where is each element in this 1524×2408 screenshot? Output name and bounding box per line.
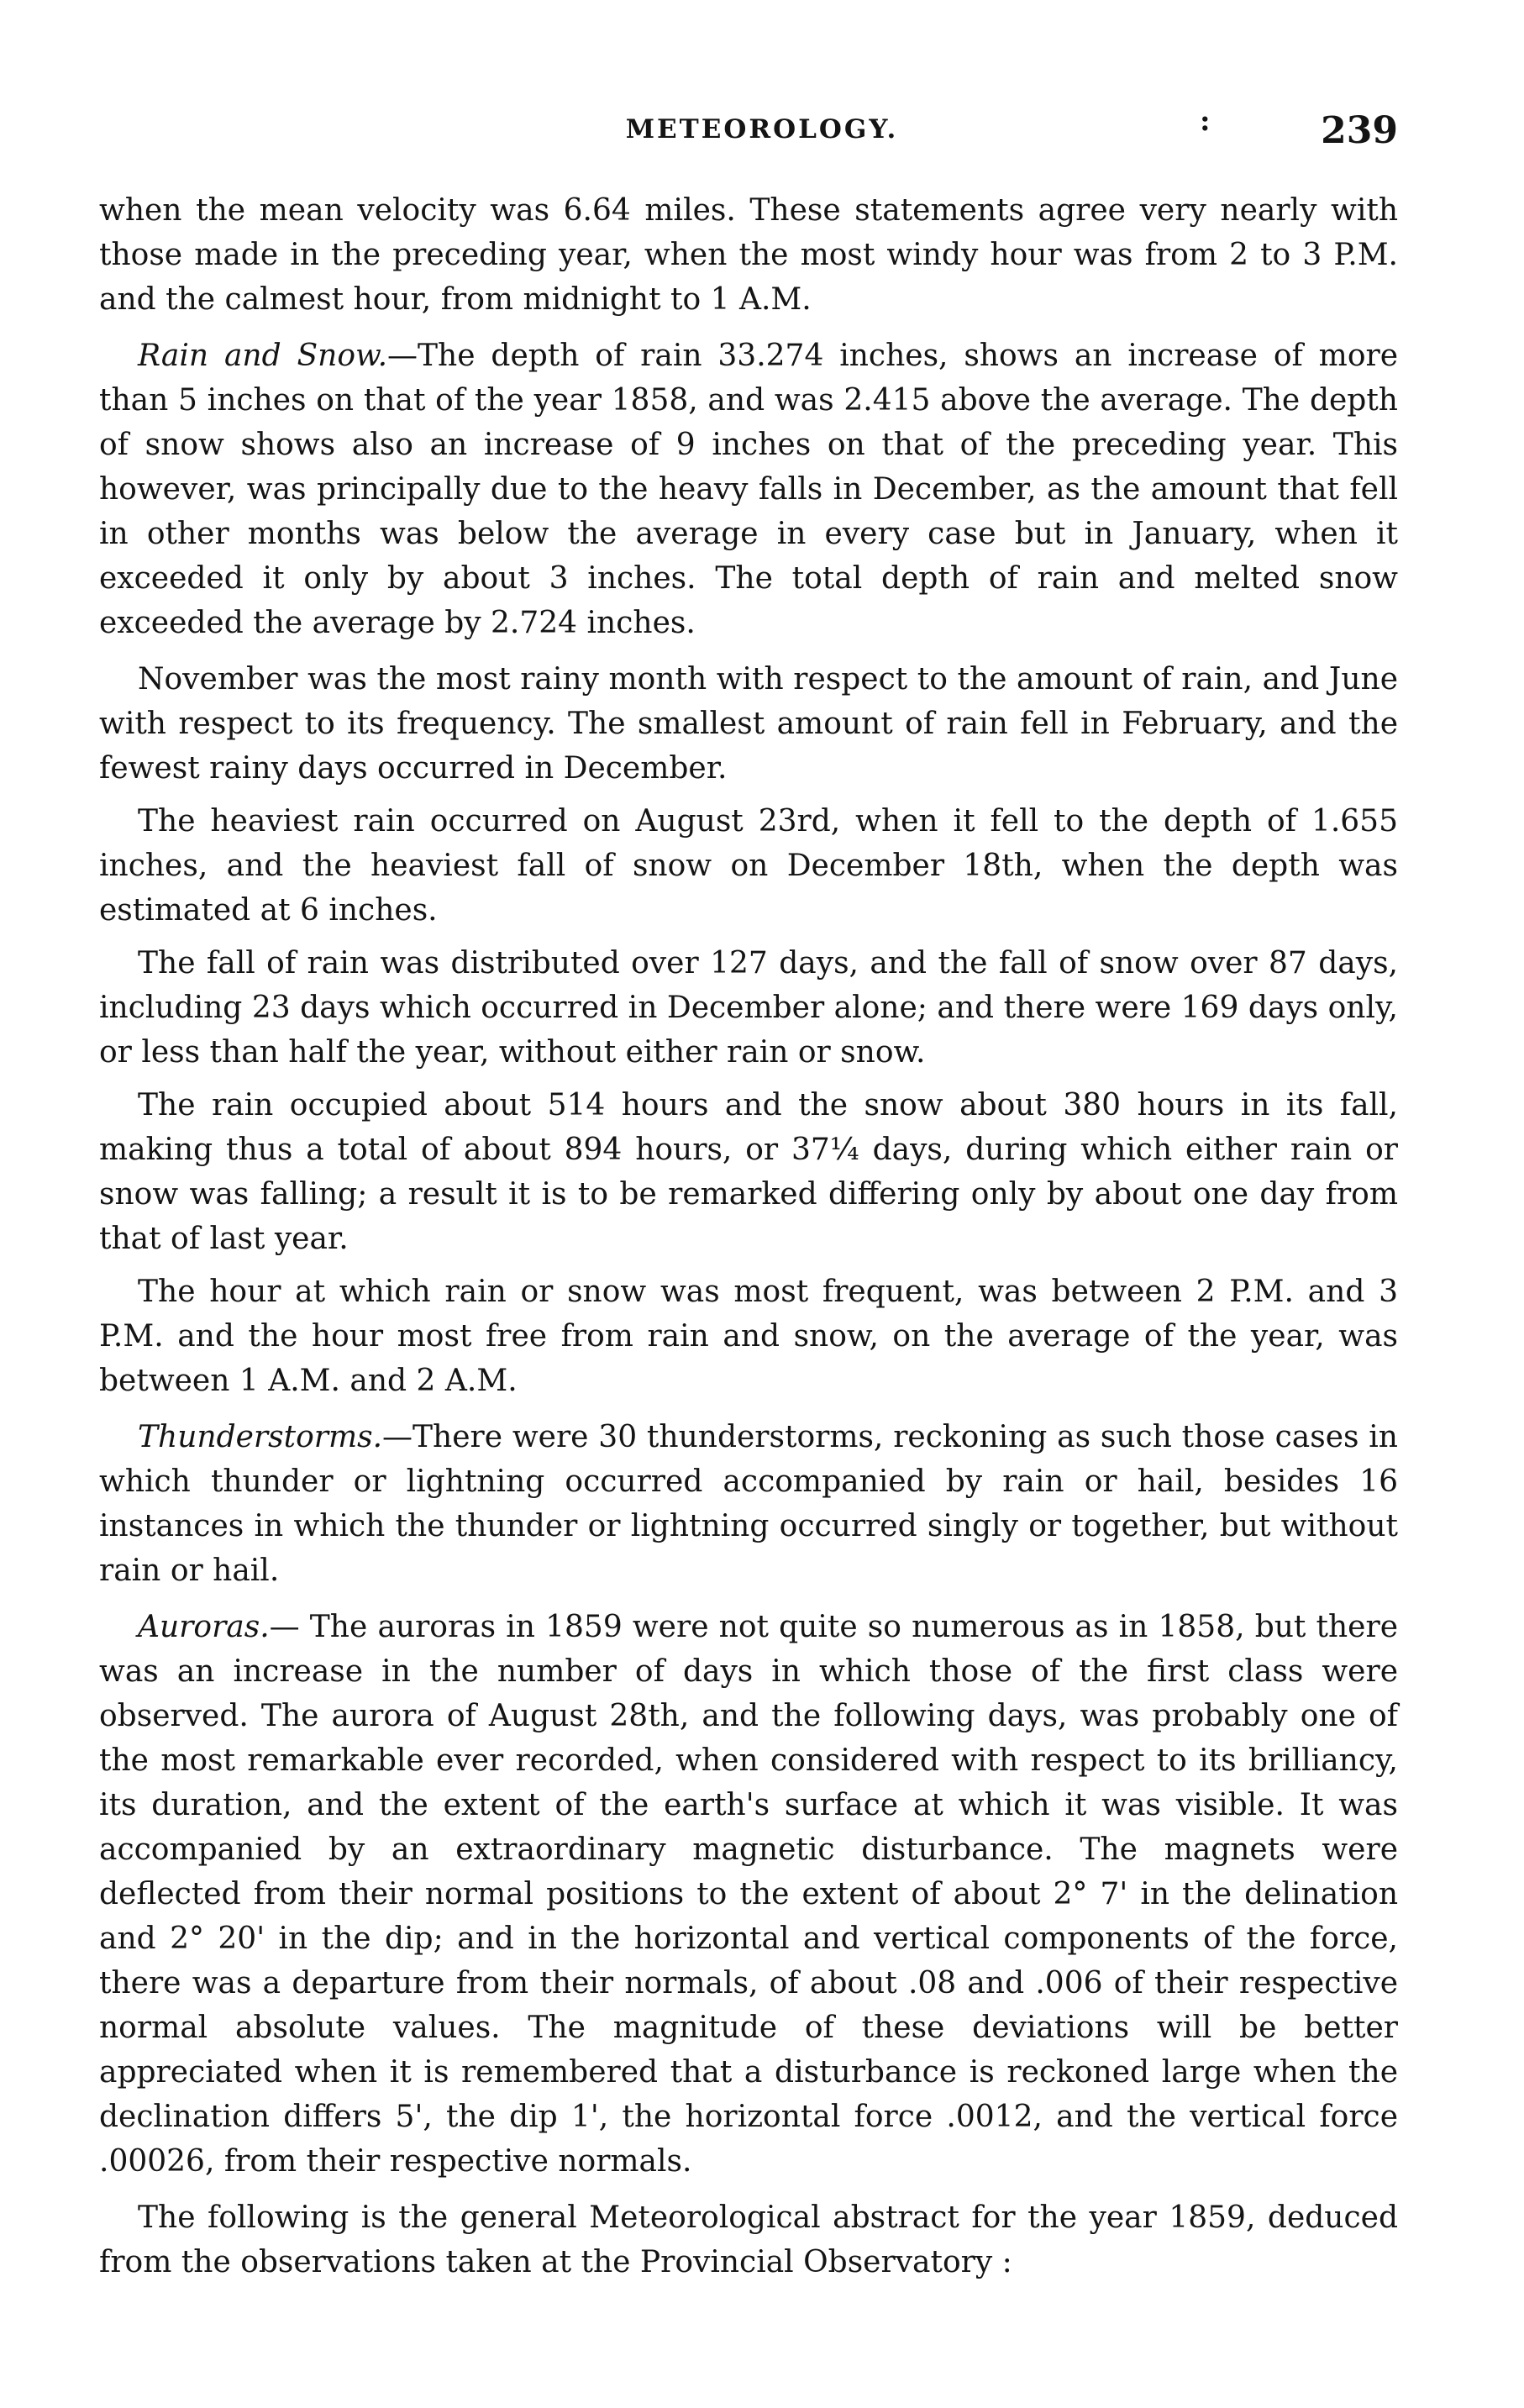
paragraph-abstract-intro <box>99 2195 1398 2284</box>
paragraph-rain-hours <box>99 1083 1398 1261</box>
paragraph-heaviest-rain <box>99 799 1398 933</box>
paragraph-text: The heaviest rain occurred on August 23rd, when it fell to the depth of 1.655 inches, and the heaviest fall of snow on December 18th, when the depth was estimated at 6 inches. <box>99 804 1398 928</box>
paragraph-text: —There were 30 thunderstorms, reckoning as such those cases in which thunder or lightning occurred accompanied by rain or hail, besides 16 instances in which the thunder or lightning occurred singly or together, but without rain or hail. <box>99 1420 1398 1588</box>
section-heading-rain-and-snow: Rain and Snow. <box>138 339 388 373</box>
page-number: 239 <box>1321 109 1398 152</box>
paragraph-text: — The auroras in 1859 were not quite so numerous as in 1858, but there was an increase in the number of days in which those of the first class were observed. The aurora of August 28th, and the following days, was probably one of the most remarkable ever recorded, when considered with respect to its brilliancy, its duration, and the extent of the earth's surface at which it was visible. It was accompanied by an extraordinary magnetic disturbance. The magnets were deflected from their normal positions to the extent of about 2° 7' in the delination and 2° 20' in the dip; and in the horizontal and vertical components of the force, there was a departure from their normals, of about .08 and .006 of their respective normal absolute values. The magnitude of these deviations will be better appreciated when it is remembered that a disturbance is reckoned large when the declination differs 5', the dip 1', the horizontal force .0012, and the vertical force .00026, from their respective normals. <box>99 1610 1398 2179</box>
paragraph-rain-and-snow <box>99 334 1398 645</box>
paragraph-text: when the mean velocity was 6.64 miles. These statements agree very nearly with those made in the preceding year, when the most windy hour was from 2 to 3 P.M. and the calmest hour, from midnight to 1 A.M. <box>99 193 1398 317</box>
section-heading-auroras: Auroras. <box>138 1610 270 1644</box>
body-text <box>99 188 1398 2296</box>
paragraph-auroras <box>99 1605 1398 2184</box>
paragraph-fall-distribution <box>99 941 1398 1075</box>
paragraph-wind-continuation <box>99 188 1398 322</box>
paragraph-rain-frequency-hour <box>99 1270 1398 1403</box>
paragraph-text: The fall of rain was distributed over 127 days, and the fall of snow over 87 days, including 23 days which occurred in December alone; and there were 169 days only, or less than half the year, without either rain or snow. <box>99 946 1398 1070</box>
paragraph-text: November was the most rainy month with respect to the amount of rain, and June with respect to its frequency. The smallest amount of rain fell in February, and the fewest rainy days occurred in December. <box>99 662 1398 786</box>
paragraph-thunderstorms <box>99 1415 1398 1593</box>
paragraph-text: The hour at which rain or snow was most frequent, was between 2 P.M. and 3 P.M. and the hour most free from rain and snow, on the average of the year, was between 1 A.M. and 2 A.M. <box>99 1275 1398 1398</box>
paragraph-text: The following is the general Meteorological abstract for the year 1859, deduced from the observations taken at the Provincial Observatory : <box>99 2200 1398 2279</box>
running-title: METEOROLOGY. <box>625 114 899 145</box>
paragraph-text: —The depth of rain 33.274 inches, shows an increase of more than 5 inches on that of the year 1858, and was 2.415 above the average. The depth of snow shows also an increase of 9 inches on that of the preceding year. This however, was principally due to the heavy falls in December, as the amount that fell in other months was below the average in every case but in January, when it exceeded it only by about 3 inches. The total depth of rain and melted snow exceeded the average by 2.724 inches. <box>99 339 1399 640</box>
paragraph-text: The rain occupied about 514 hours and the snow about 380 hours in its fall, making thus a total of about 894 hours, or 37¼ days, during which either rain or snow was falling; a result it is to be remarked differing only by about one day from that of last year. <box>99 1088 1398 1256</box>
section-heading-thunderstorms: Thunderstorms. <box>138 1420 383 1454</box>
running-head <box>0 104 1524 160</box>
page-mark: : <box>1200 104 1211 138</box>
paragraph-november <box>99 657 1398 791</box>
